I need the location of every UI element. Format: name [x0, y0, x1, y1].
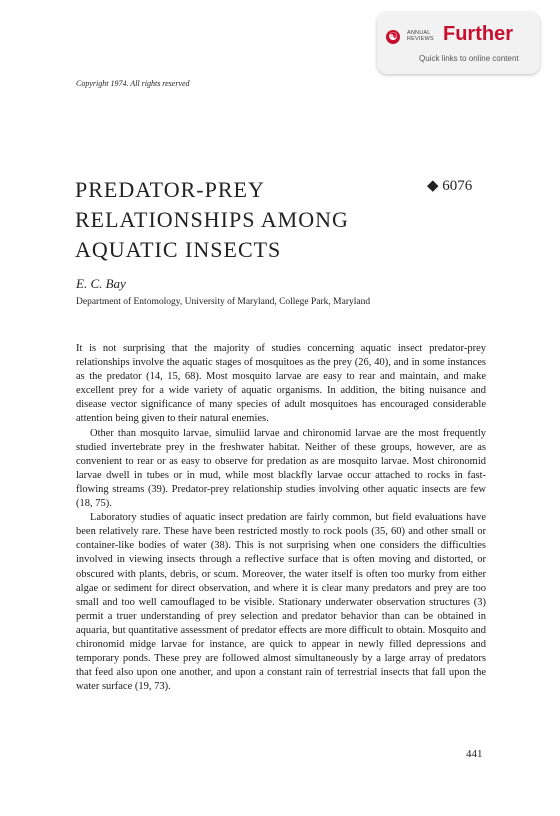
annual-reviews-wordmark: ANNUAL REVIEWS [407, 30, 434, 42]
further-brand: Further [443, 23, 513, 45]
body-paragraph: It is not surprising that the majority of studies concerning aquatic insect predator-prey relationships involve the aquatic stages of mosquitoes as the prey (26, 40), and in some instances as the predator (14, 15, 68). Most mosquito larvae are easy to rear and maintain, and make excellent prey for a wide variety of aquatic organisms. In addition, the biting nuisance and disease vector significance of many species of adult mosquitoes has encouraged considerable attention being given to their natural enemies. [76, 343, 486, 425]
article-title [75, 175, 375, 265]
page-number: 441 [466, 748, 483, 760]
author-affiliation: Department of Entomology, University of Maryland, College Park, Maryland [76, 297, 371, 307]
copyright-notice: Copyright 1974. All rights reserved [76, 79, 190, 88]
title-line: RELATIONSHIPS AMONG [75, 207, 349, 232]
annual-reviews-logo-icon: ☯ [386, 30, 400, 44]
body-paragraph: Laboratory studies of aquatic insect predation are fairly common, but field evaluations have been relatively rare. These have been restricted mostly to rock pools (35, 60) and other small or container-like bodies of water (38). This is not surprising when one considers the difficulties involved in viewing insects through a reflective surface that is often moving and distorted, or obscured with plants, debris, or scum. Moreover, the water itself is often too murky from either algae or sediment for direct observation, and where it is clear many predators and prey are too small and too well camouflaged to be visible. Stationary underwater observation structures (3) permit a truer understanding of prey selection and predator behavior than can be obtained in aquaria, but quantitative assessment of predator effects are more difficult to obtain. Mosquito and chironomid midge larvae for instance, are quick to appear in newly filled depressions and temporary ponds. These prey are followed almost simultaneously by a large array of predators that feed also upon one another, and upon a constant rain of terrestrial insects that fall upon the water surface (19, 73). [76, 512, 486, 693]
body-paragraph: Other than mosquito larvae, simuliid larvae and chironomid larvae are the most frequently studied invertebrate prey in the freshwater habitat. Neither of these groups, however, are as convenient to rear or as easy to observe for predation as are mosquito larvae. Most chironomid larvae dwell in tubes or in mud, while most blackfly larvae occur attached to rocks in fast-flowing streams (39). Predator-prey relationship studies involving other aquatic insects are few (18, 75). [76, 427, 486, 510]
article-reference-number: ◆ 6076 [427, 178, 473, 194]
author-name: E. C. Bay [76, 276, 126, 291]
quick-links-tagline: Quick links to online content [419, 54, 519, 63]
article-body [76, 342, 486, 694]
title-line: PREDATOR-PREY [75, 177, 265, 202]
title-line: AQUATIC INSECTS [75, 237, 282, 262]
annual-reviews-further-badge[interactable] [377, 12, 540, 74]
